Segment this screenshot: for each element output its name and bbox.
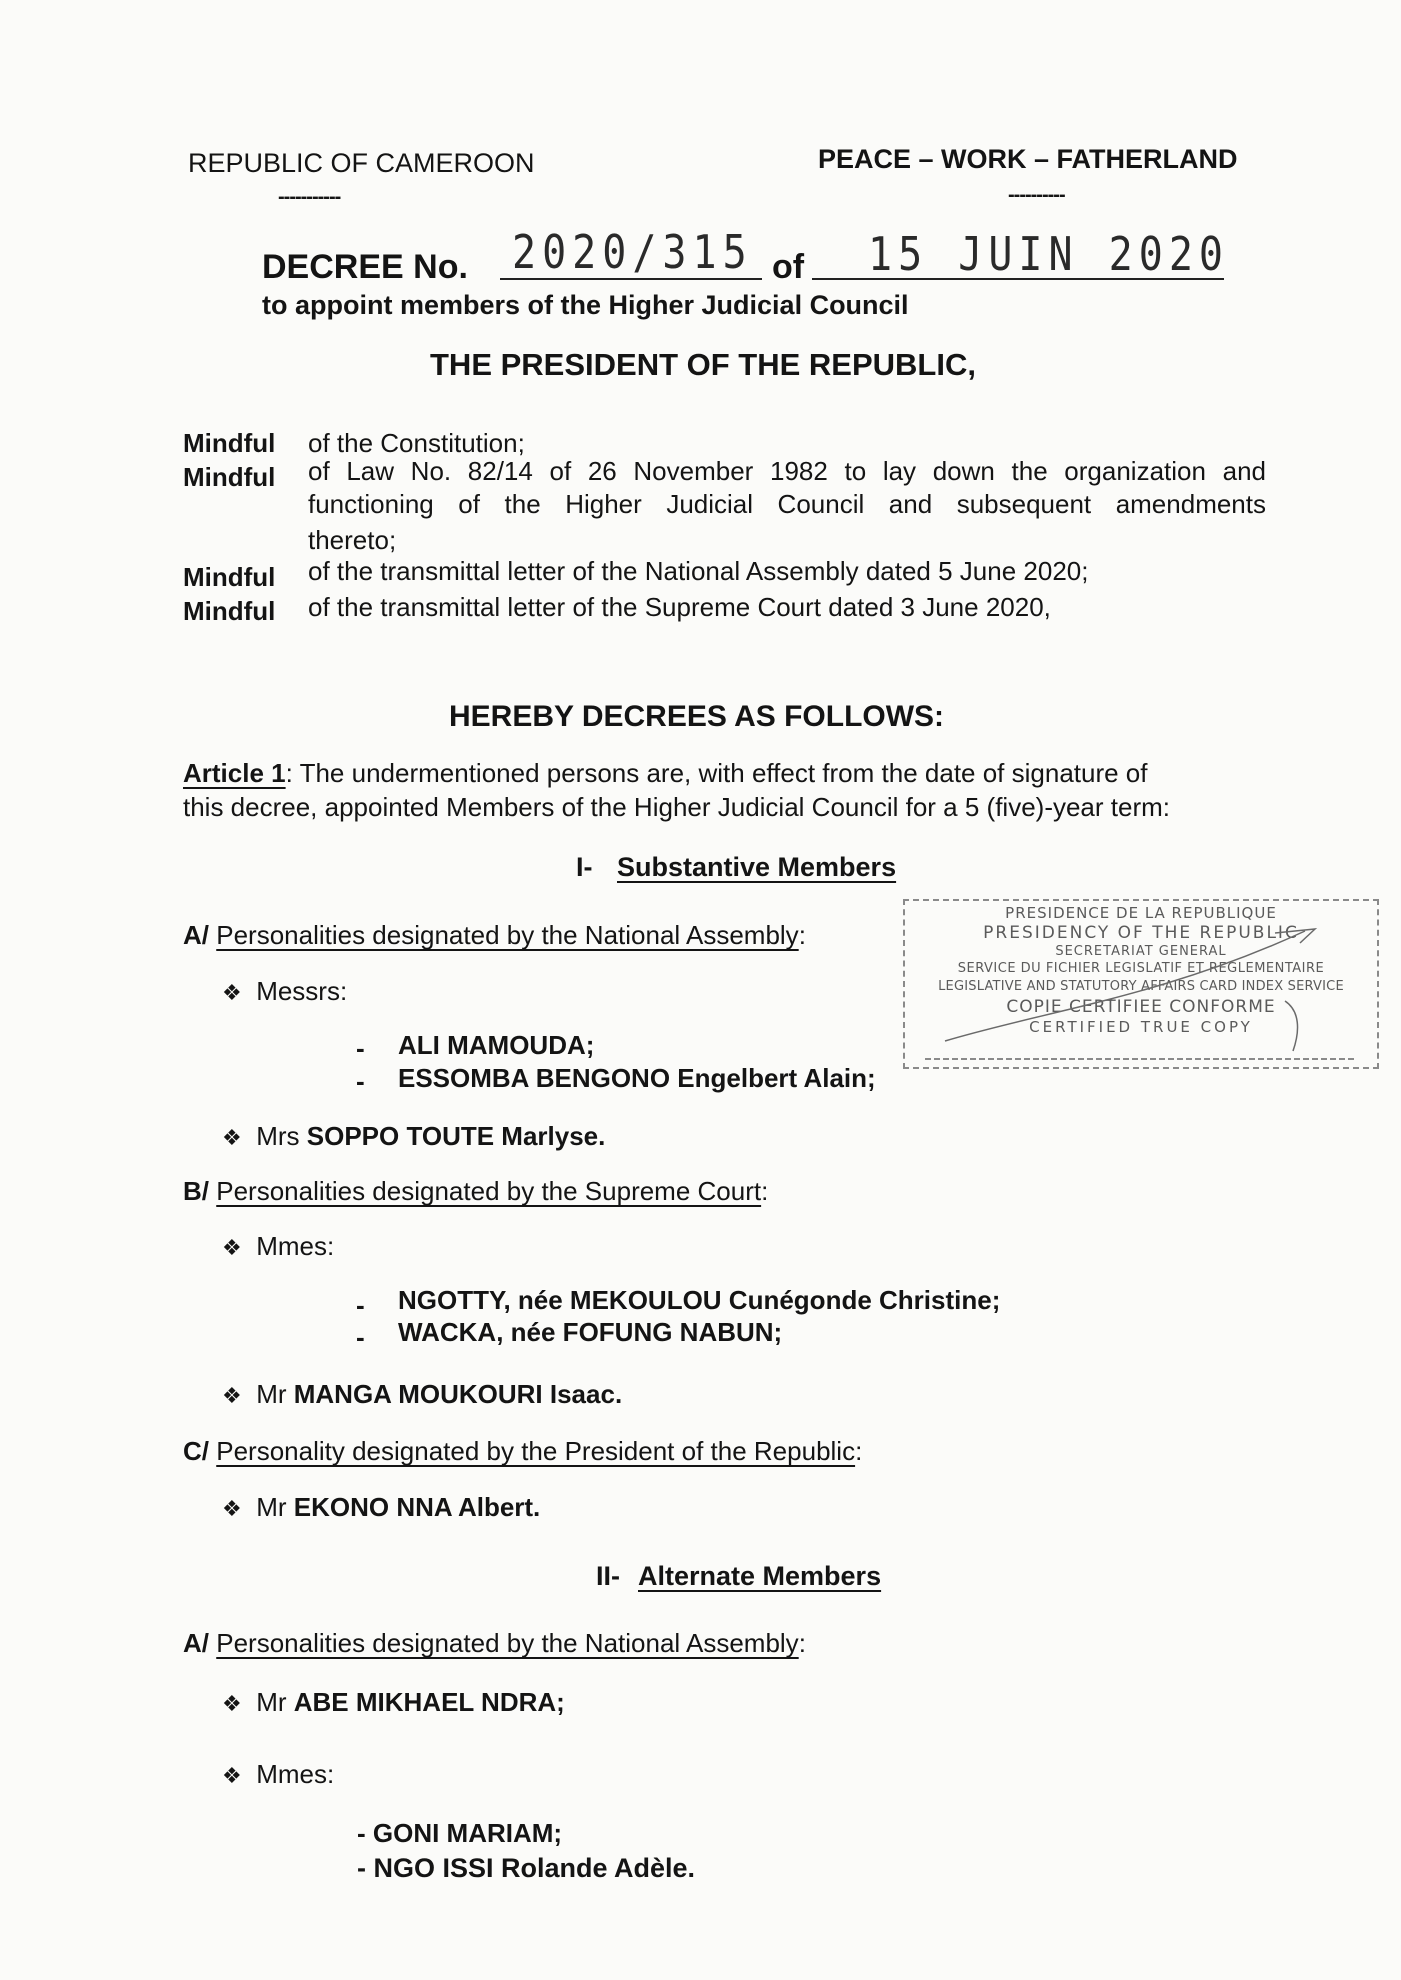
mr-line: ❖ Mr MANGA MOUKOURI Isaac. [222, 1379, 623, 1409]
mindful-text: functioning of the Higher Judicial Council and subsequent amendments [308, 489, 1266, 519]
section2-a-heading: A/ Personalities designated by the National Assembly: [183, 1628, 806, 1658]
header-left-dashes: ----------- [278, 186, 341, 208]
certification-stamp [903, 899, 1379, 1069]
mindful-label: Mindful [183, 462, 276, 492]
mindful-text: of the transmittal letter of the Supreme Court dated 3 June 2020, [308, 592, 1051, 622]
header-right: PEACE – WORK – FATHERLAND [818, 144, 1238, 174]
stamp-line: PRESIDENCE DE LA REPUBLIQUE [1005, 904, 1277, 922]
mr-line: ❖ Mr ABE MIKHAEL NDRA; [222, 1687, 565, 1717]
section1-title: Substantive Members [617, 852, 897, 882]
diamond-bullet-icon: ❖ [222, 1496, 242, 1521]
article1-label: Article 1 [183, 758, 286, 788]
diamond-bullet-icon: ❖ [222, 1125, 242, 1150]
stamp-line: CERTIFIED TRUE COPY [1029, 1018, 1253, 1036]
article1-line1: Article 1: The undermentioned persons are, with effect from the date of signature of [183, 758, 1148, 788]
decree-date: 15 JUIN 2020 [868, 228, 1229, 282]
member-name: - NGO ISSI Rolande Adèle. [357, 1853, 696, 1883]
member-name: ESSOMBA BENGONO Engelbert Alain; [398, 1063, 876, 1093]
mmes-line: ❖ Mmes: [222, 1759, 335, 1789]
section1-numeral: I- [576, 852, 593, 882]
member-name: NGOTTY, née MEKOULOU Cunégonde Christine; [398, 1285, 1001, 1315]
section2-title: Alternate Members [638, 1561, 882, 1591]
diamond-bullet-icon: ❖ [222, 980, 242, 1005]
mmes-line: ❖ Mmes: [222, 1231, 335, 1261]
decrees-heading: HEREBY DECREES AS FOLLOWS: [449, 700, 945, 733]
mindful-text: of the Constitution; [308, 428, 525, 458]
decree-label: DECREE No. [262, 248, 468, 286]
stamp-line: LEGISLATIVE AND STATUTORY AFFAIRS CARD INDEX SERVICE [938, 979, 1344, 994]
president-heading: THE PRESIDENT OF THE REPUBLIC, [430, 347, 976, 382]
diamond-bullet-icon: ❖ [222, 1691, 242, 1716]
diamond-bullet-icon: ❖ [222, 1235, 242, 1260]
mindful-text: of Law No. 82/14 of 26 November 1982 to lay down the organization and [308, 456, 1266, 486]
section2-numeral: II- [596, 1561, 620, 1591]
decree-subtitle: to appoint members of the Higher Judicial Council [262, 290, 909, 320]
mindful-label: Mindful [183, 562, 276, 592]
mindful-label: Mindful [183, 428, 276, 458]
decree-number-rule [500, 278, 762, 280]
mr-line: ❖ Mr EKONO NNA Albert. [222, 1492, 541, 1522]
bullet-dash: - [356, 1066, 365, 1096]
stamp-line: SECRETARIAT GENERAL [1055, 944, 1227, 959]
mindful-text: thereto; [308, 525, 397, 555]
stamp-signature-icon [905, 901, 1377, 1067]
decree-date-rule [812, 278, 1224, 280]
member-name: WACKA, née FOFUNG NABUN; [398, 1317, 783, 1347]
section1-c-heading: C/ Personality designated by the President of the Republic: [183, 1436, 863, 1466]
decree-of: of [772, 248, 805, 286]
diamond-bullet-icon: ❖ [222, 1383, 242, 1408]
section1-a-heading: A/ Personalities designated by the National Assembly: [183, 920, 806, 950]
section1-b-heading: B/ Personalities designated by the Supreme Court: [183, 1176, 769, 1206]
mindful-text: of the transmittal letter of the National Assembly dated 5 June 2020; [308, 556, 1089, 586]
member-name: ALI MAMOUDA; [398, 1030, 595, 1060]
stamp-line: SERVICE DU FICHIER LEGISLATIF ET REGLEMENTAIRE [957, 961, 1325, 976]
header-right-dashes: ---------- [1008, 184, 1065, 206]
stamp-line: PRESIDENCY OF THE REPUBLIC [983, 923, 1299, 943]
mrs-line: ❖ Mrs SOPPO TOUTE Marlyse. [222, 1121, 606, 1151]
bullet-dash: - [356, 1033, 365, 1063]
bullet-dash: - [356, 1322, 365, 1352]
diamond-bullet-icon: ❖ [222, 1763, 242, 1788]
messrs-line: ❖ Messrs: [222, 976, 348, 1006]
decree-number: 2020/315 [512, 226, 753, 280]
bullet-dash: - [356, 1290, 365, 1320]
mindful-label: Mindful [183, 596, 276, 626]
header-left: REPUBLIC OF CAMEROON [188, 148, 535, 178]
article1-line2: this decree, appointed Members of the Higher Judicial Council for a 5 (five)-year term: [183, 792, 1170, 822]
member-name: - GONI MARIAM; [357, 1818, 563, 1848]
stamp-line: COPIE CERTIFIEE CONFORME [1006, 997, 1276, 1017]
